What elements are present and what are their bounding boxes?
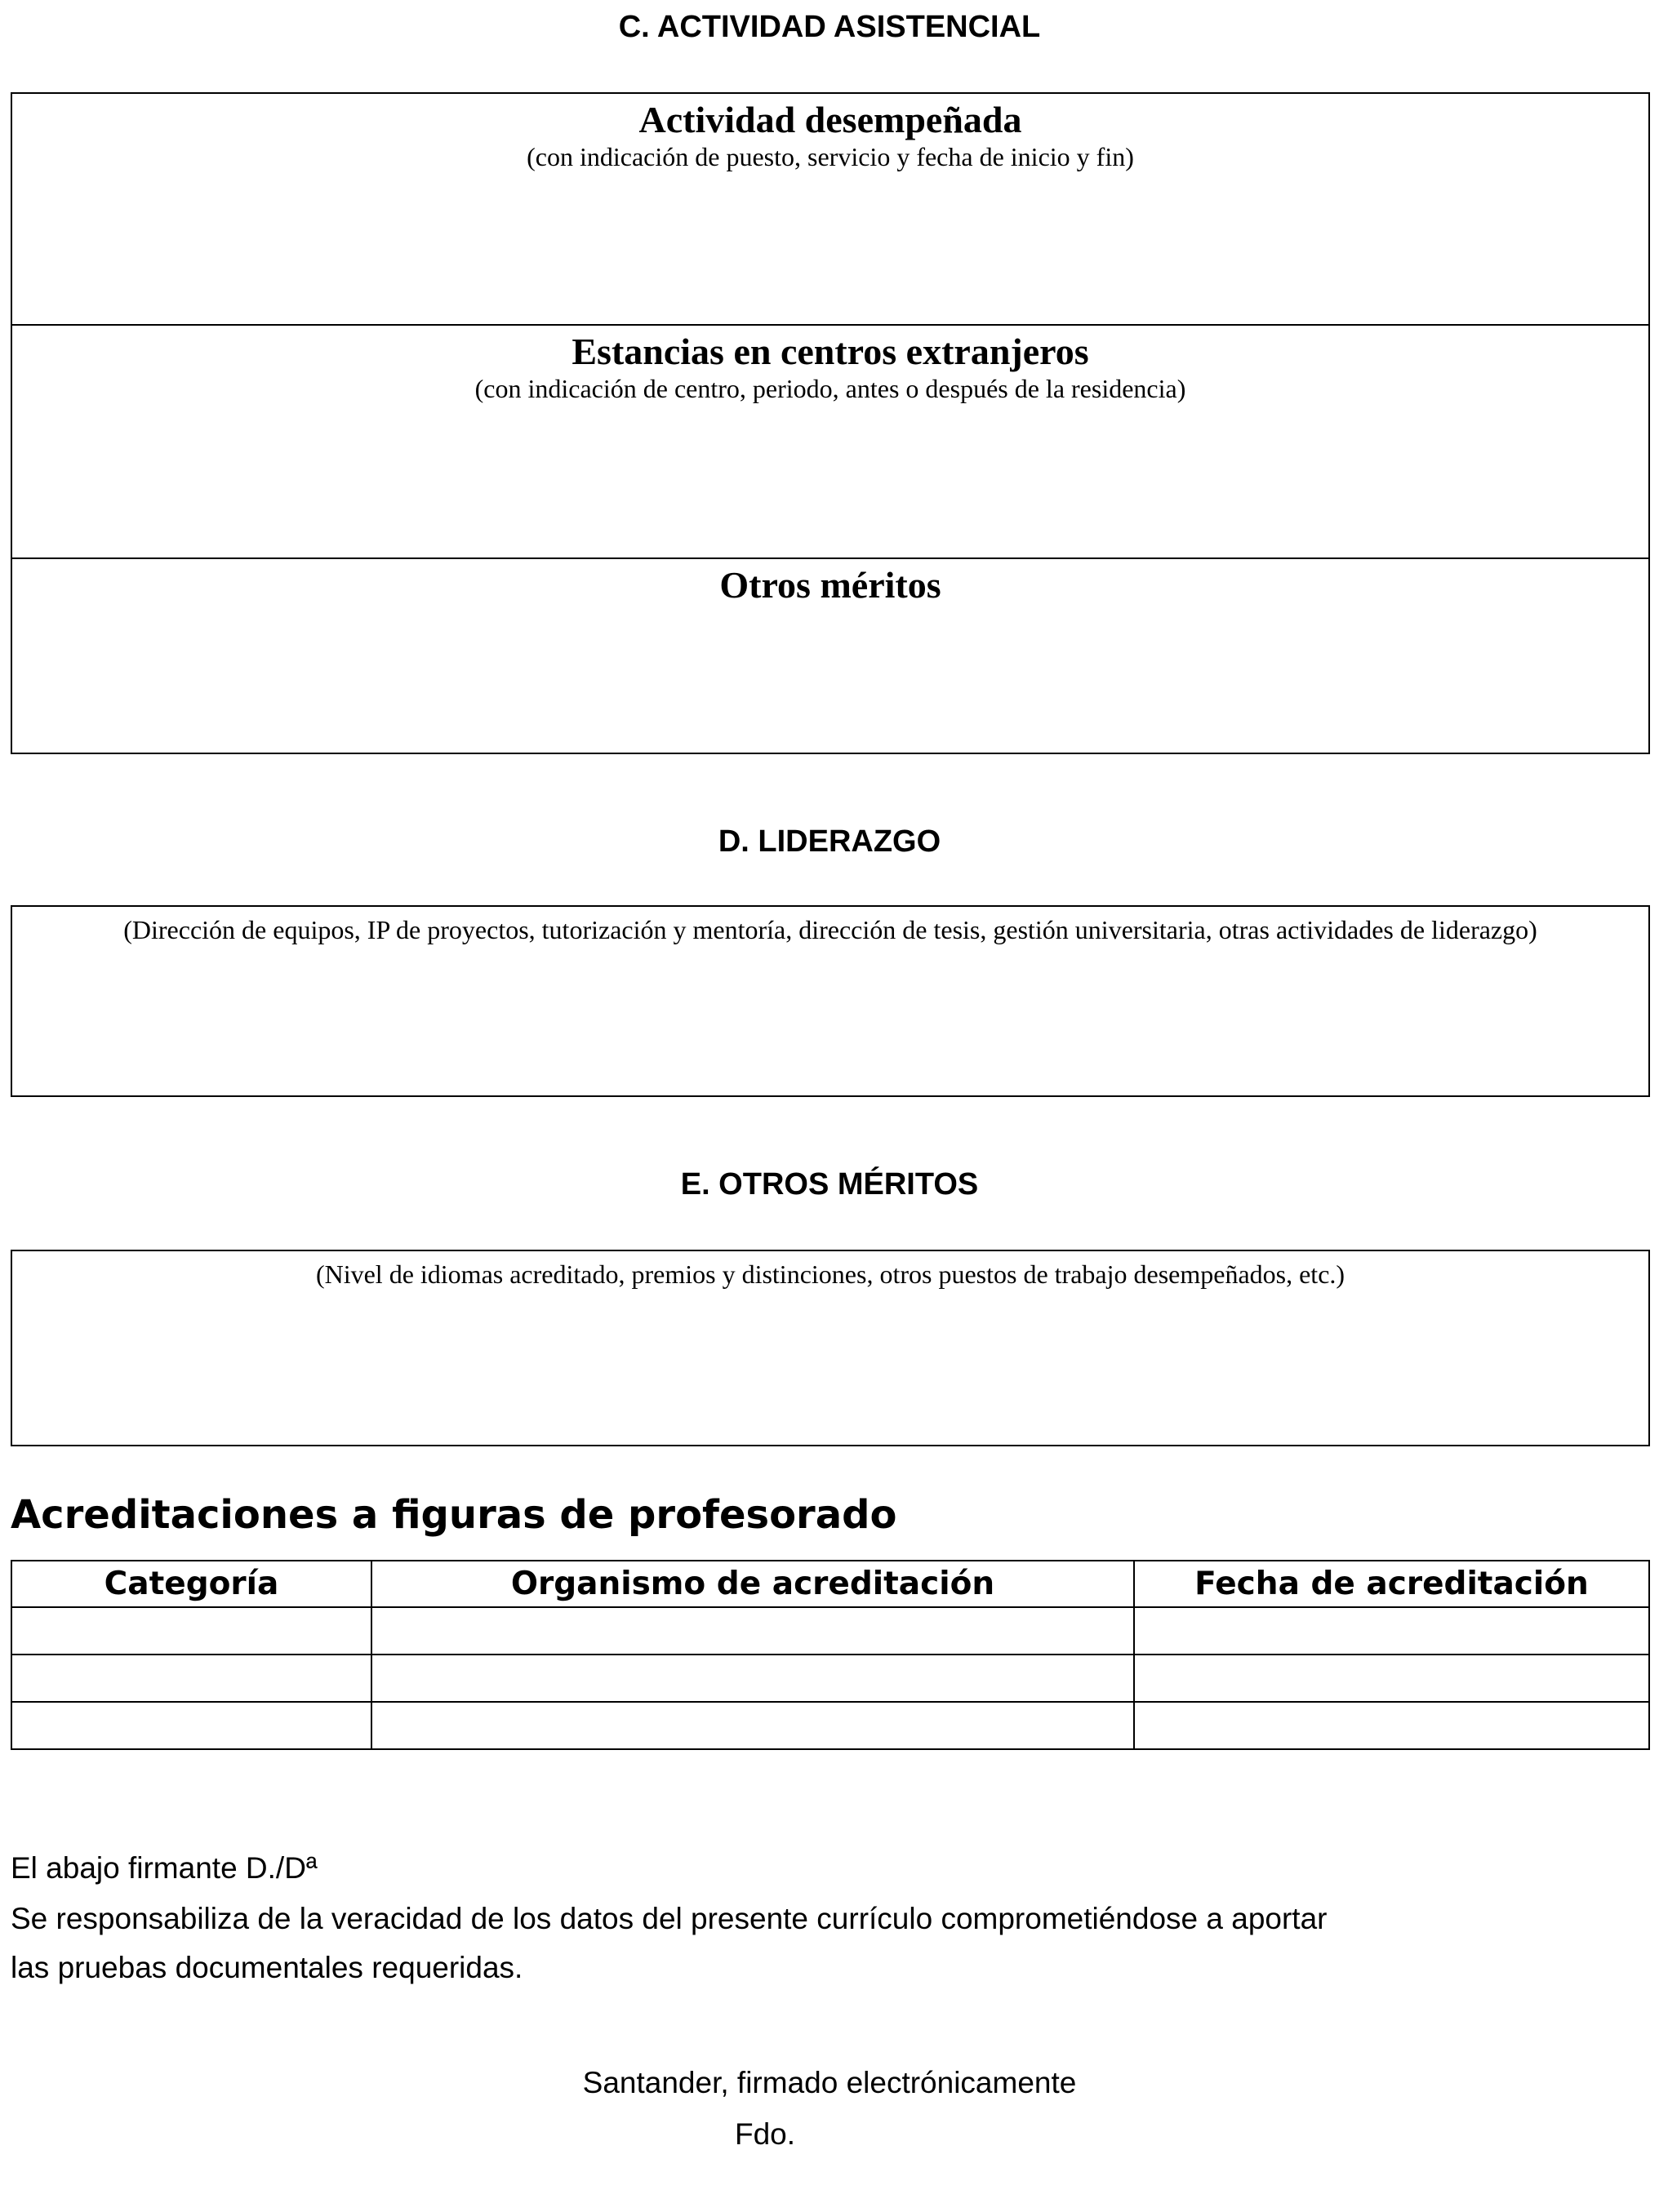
- otros-meritos-field[interactable]: [12, 559, 1648, 753]
- section-c-box: [11, 92, 1650, 754]
- estancias-subtitle: (con indicación de centro, periodo, antes o después de la residencia): [474, 374, 1186, 403]
- declaration-line-3: las pruebas documentales requeridas.: [11, 1951, 523, 1984]
- accreditations-table: [11, 1560, 1650, 1750]
- section-e-title: E. OTROS MÉRITOS: [680, 1167, 979, 1201]
- categoria-cell[interactable]: [11, 1702, 371, 1749]
- estancias-title: Estancias en centros extranjeros: [572, 331, 1089, 372]
- accreditations-heading: Acreditaciones a figuras de profesorado: [11, 1492, 897, 1538]
- estancias-field[interactable]: [12, 326, 1648, 559]
- actividad-desempenada-title: Actividad desempeñada: [638, 99, 1022, 140]
- table-row: [11, 1702, 1649, 1749]
- column-header-fecha: Fecha de acreditación: [1134, 1561, 1649, 1607]
- table-header-row: [11, 1561, 1649, 1607]
- column-header-organismo: Organismo de acreditación: [371, 1561, 1134, 1607]
- section-c-title: C. ACTIVIDAD ASISTENCIAL: [618, 10, 1041, 44]
- column-header-categoria: Categoría: [11, 1561, 371, 1607]
- organismo-cell[interactable]: [371, 1655, 1134, 1702]
- liderazgo-field[interactable]: [11, 905, 1650, 1097]
- otros-meritos-note: (Nivel de idiomas acreditado, premios y distinciones, otros puestos de trabajo desempeñados, etc.): [315, 1259, 1345, 1289]
- fecha-cell[interactable]: [1134, 1702, 1649, 1749]
- otros-meritos-title: Otros méritos: [719, 564, 941, 606]
- fecha-cell[interactable]: [1134, 1607, 1649, 1655]
- signature-place: Santander, firmado electrónicamente: [582, 2066, 1077, 2099]
- categoria-cell[interactable]: [11, 1607, 371, 1655]
- declaration-line-2: Se responsabiliza de la veracidad de los datos del presente currículo comprometiéndose a aportar: [11, 1902, 1328, 1935]
- declaration-line-1: El abajo firmante D./Dª: [11, 1851, 318, 1885]
- organismo-cell[interactable]: [371, 1607, 1134, 1655]
- signature-fdo: Fdo.: [735, 2117, 796, 2151]
- categoria-cell[interactable]: [11, 1655, 371, 1702]
- otros-meritos-e-field[interactable]: [11, 1250, 1650, 1446]
- section-d-title: D. LIDERAZGO: [718, 824, 941, 859]
- fecha-cell[interactable]: [1134, 1655, 1649, 1702]
- actividad-desempenada-subtitle: (con indicación de puesto, servicio y fecha de inicio y fin): [527, 142, 1134, 171]
- table-row: [11, 1607, 1649, 1655]
- liderazgo-note: (Dirección de equipos, IP de proyectos, tutorización y mentoría, dirección de tesis, gestión universitaria, otras actividades de liderazgo): [123, 915, 1537, 944]
- organismo-cell[interactable]: [371, 1702, 1134, 1749]
- actividad-desempenada-field[interactable]: [12, 94, 1648, 326]
- table-row: [11, 1655, 1649, 1702]
